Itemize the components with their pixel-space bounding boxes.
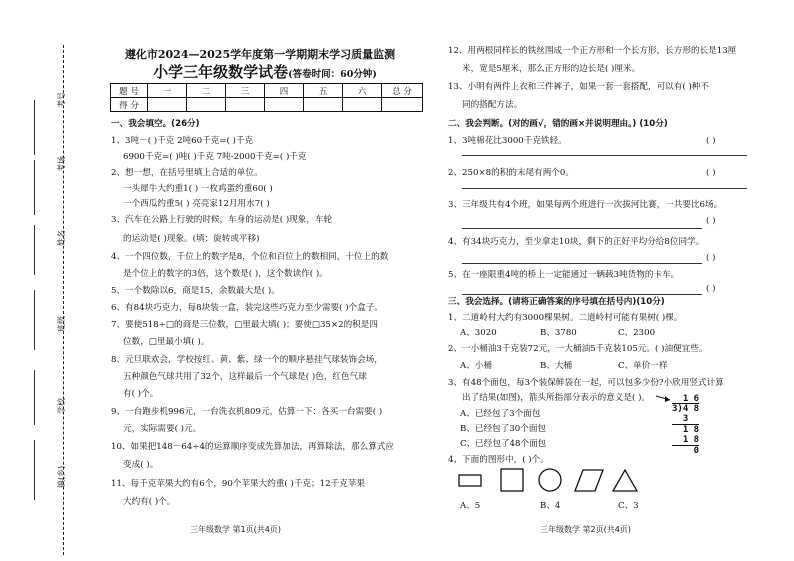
question-2: 2、想一想，在括号里填上合适的单位。 [111,168,263,178]
question-9a: 9、一台跑步机996元，一台洗衣机809元，估算一下：各买一台需要( ) [111,407,383,417]
question-4a: 4、一个四位数，千位上的数字是8，个位和百位上的数相同，十位上的数 [111,252,389,262]
question-11b: 大约有( )个。 [123,497,176,507]
question-9b: 元，实际需要( )元。 [123,424,202,434]
question-10a: 10、如果把148－64÷4的运算顺序变成先算加法，再算除法，那么算式应 [111,442,394,452]
section-3-heading: 三、我会选择。(请将正确答案的序号填在括号内)(10分) [448,297,665,307]
town-line [34,440,35,500]
division-line: 1 6 [672,394,700,404]
judge-4-blank[interactable]: ( ) [706,253,716,263]
question-5: 5、一个数除以6，商是15，余数最大是( )。 [111,286,280,296]
judge-2-blank[interactable]: ( ) [706,168,716,178]
exam-title: 遵化市2024—2025学年度第一学期期末学习质量监测 [124,48,396,61]
judge-5: 5、在一座限重4吨的桥上一定能通过一辆载3吨货物的卡车。 [448,270,680,280]
paper-title [120,61,410,82]
score-input[interactable] [265,98,304,112]
score-cell: 总 分 [382,84,423,98]
judge-4: 4、有34块巧克力，至少拿走10块，剩下的正好平均分给8位同学。 [448,237,705,247]
page-1-footer: 三年级数学 第1页(共4页) [190,525,281,534]
choice-4-option-a[interactable]: A、5 [460,501,481,511]
choice-2-option-b[interactable]: B、大桶 [540,361,573,371]
class-label: 班级 [57,316,66,332]
choice-1-option-a[interactable]: A、3020 [460,328,497,338]
exam-no-label: 考号 [57,92,66,108]
judge-1-blank[interactable]: ( ) [706,136,716,146]
class-line [34,290,35,350]
score-cell: 六 [343,84,382,98]
division-line: 0 [672,446,700,456]
score-input[interactable] [382,98,423,112]
school-line [34,370,35,425]
exam-no-line [34,100,35,155]
question-8b: 五种颜色气球共用了32个，这样最后一个气球是( )色，红色气球 [123,372,367,382]
judge-5-blank[interactable]: ( ) [706,284,716,294]
question-13a: 13、小明有两件上衣和三件裤子，如果一套一套搭配，可以有( )种不 [448,82,709,92]
judge-1: 1、3吨棉花比3000千克铁轻。 [448,136,567,146]
circle-shape [539,469,561,491]
parallelogram-shape [575,470,603,491]
division-line: 3)4 8 [672,404,700,414]
question-7a: 7、要使518÷□的商是三位数，□里最大填( )；要使□35×2的积是四 [111,320,378,330]
score-row-label: 得 分 [111,98,148,112]
choice-4: 4、下面的图形中，( )个。 [448,455,549,465]
judge-3-reason-line[interactable] [462,228,702,229]
score-cell: 二 [187,84,226,98]
choice-2-option-c[interactable]: C、单价一样 [618,361,668,371]
score-header-row [111,84,423,98]
question-6: 6、有84块巧克力，每8块装一盒，装完这些巧克力至少需要( )个盒子。 [111,303,383,313]
venue-label: 考场 [57,156,66,172]
paper-title-text: 小学三年级数学试卷 [153,63,289,81]
score-table [110,83,423,112]
question-2b: 一个西瓜约重5( ) 亮亮家12月用水7( ) [123,199,270,209]
square-shape [501,469,523,491]
school-label: 学校 [57,398,66,414]
question-3b: 的运动是( )现象。(填：旋转或平移) [123,234,260,244]
score-cell: 一 [148,84,187,98]
score-cell: 题 号 [111,84,148,98]
question-2a: 一头犀牛大约重1( ) 一枚鸡蛋约重60( ) [123,184,273,194]
question-13b: 同的搭配方法。 [462,100,523,110]
judge-2-reason-line[interactable] [462,188,747,189]
question-1b: 6900千克=( )吨( )千克 7吨-2000千克=( )千克 [123,152,307,162]
question-3a: 3、汽车在公路上行驶的时候，车身的运动是( )现象，车轮 [111,215,333,225]
long-division-figure [672,394,699,456]
choice-3-option-a[interactable]: A、已经包了3个面包 [460,409,541,419]
judge-3: 3、三年级共有4个班，如果每两个班进行一次拔河比赛，一共要比6场。 [448,200,723,210]
division-line: 1 8 [672,435,700,445]
score-value-row [111,98,423,112]
venue-line [34,160,35,215]
score-cell: 四 [265,84,304,98]
choice-4-option-c[interactable]: C、3 [618,501,639,511]
town-label: 镇(乡) [57,465,66,488]
question-12a: 12、用两根同样长的铁丝围成一个正方形和一个长方形，长方形的长是13厘 [448,46,737,56]
score-input[interactable] [148,98,187,112]
choice-3-option-c[interactable]: C、已经包了48个面包 [460,439,547,449]
section-2-heading: 二、我会判断。(对的画√，错的画×并说明理由。) (10分) [448,119,668,129]
question-4b: 是个位上的数字的3倍，这个数是( )，这个数读作( )。 [123,269,328,279]
judge-2: 2、250×8的积的末尾有两个0。 [448,168,574,178]
score-input[interactable] [187,98,226,112]
name-line [34,225,35,275]
question-7b: 位数，□里最小填( )。 [123,337,210,347]
judge-1-reason-line[interactable] [462,155,747,156]
rectangle-shape [459,475,481,486]
score-input[interactable] [343,98,382,112]
shapes-figure [455,466,655,496]
score-cell: 五 [304,84,343,98]
triangle-shape [613,470,637,491]
choice-1: 1、二道岭村大约有3000棵果树。二道岭村可能有果树( )棵。 [448,313,683,323]
question-12b: 米，宽是5厘米，那么正方形的边长是( )厘米。 [462,64,641,74]
choice-2: 2、一小桶油3千克装72元，一大桶油5千克装105元。( )油便宜些。 [448,344,708,354]
division-line: 3 [672,414,689,424]
judge-5-reason-line[interactable] [462,294,702,295]
judge-4-reason-line[interactable] [462,263,702,264]
score-cell: 三 [226,84,265,98]
section-1-heading: 一、我会填空。(26分) [111,119,200,129]
name-label: 姓名 [57,230,66,246]
duration: (答卷时间：60分钟) [288,69,377,80]
page-2-footer: 三年级数学 第2页(共4页) [540,525,631,534]
choice-1-option-b[interactable]: B、3780 [540,328,577,338]
choice-3b: 出了结果(如图)，箭头所指部分表示的意义是( )。 [462,393,651,403]
choice-2-option-a[interactable]: A、小桶 [460,361,492,371]
arrow-icon [655,392,675,408]
question-8c: 有( )个。 [123,389,159,399]
question-11a: 11、每千克苹果大约有6个，90个苹果大约重( )千克；12千克苹果 [111,479,365,489]
choice-3-option-b[interactable]: B、已经包了30个面包 [460,424,547,434]
judge-3-blank[interactable]: ( ) [706,216,716,226]
question-10b: 变成( )。 [123,460,159,470]
question-1a: 1、3吨－( )千克 2吨60千克=( )千克 [111,136,254,146]
score-input[interactable] [226,98,265,112]
score-input[interactable] [304,98,343,112]
choice-1-option-c[interactable]: C、2300 [618,328,656,338]
choice-4-option-b[interactable]: B、4 [540,501,561,511]
question-8a: 8、元旦联欢会，学校按红、黄、紫、绿一个的顺序悬挂气球装饰会场， [111,355,383,365]
choice-3a: 3、有48个面包，每3个装保鲜袋在一起，可以包多少份?小欣用竖式计算 [448,378,724,388]
division-line: 1 8 [672,425,700,435]
